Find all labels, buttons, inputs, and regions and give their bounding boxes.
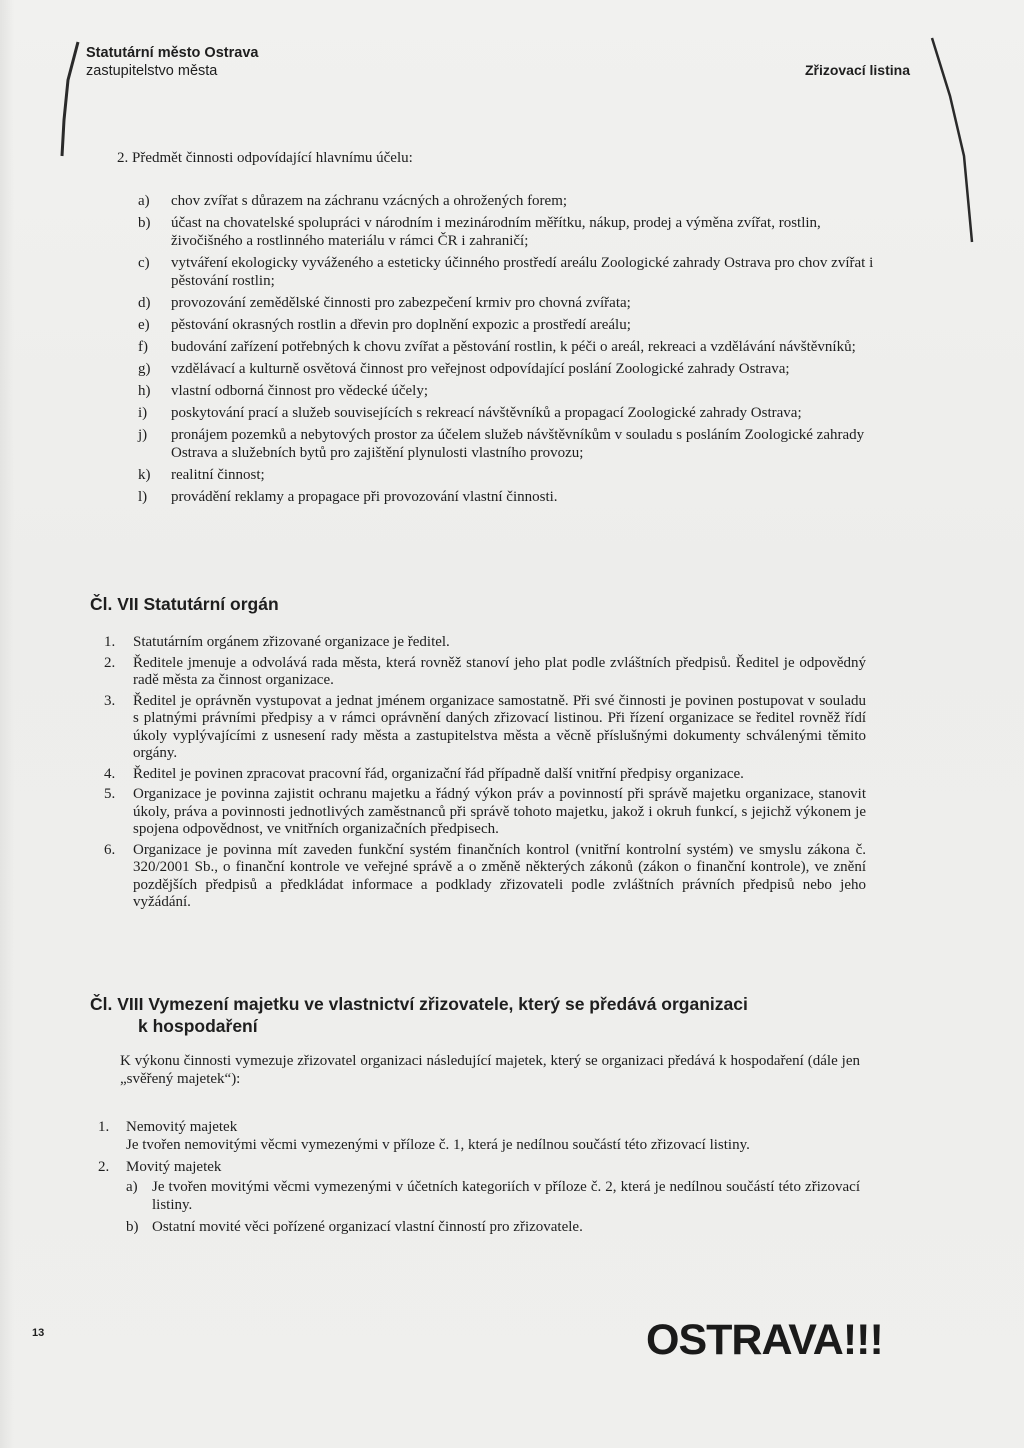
item-marker: c): [138, 255, 150, 271]
item-marker: 1.: [98, 1119, 110, 1135]
scan-edge-shadow: [0, 0, 14, 1448]
item-marker: 6.: [104, 841, 116, 858]
item-marker: 2.: [98, 1159, 110, 1175]
sub-item: [126, 1178, 860, 1214]
item-marker: b): [126, 1219, 139, 1235]
item-text: vlastní odborná činnost pro vědecké účely;: [171, 383, 429, 399]
item-text: provozování zemědělské činnosti pro zabezpečení krmiv pro chovná zvířata;: [171, 295, 631, 311]
item-marker: k): [138, 467, 151, 483]
item-text: Ředitele jmenuje a odvolává rada města, která rovněž stanoví jeho plat podle zvláštních předpisů. Ředitel je odpovědný radě města za činnost organizace.: [133, 654, 866, 688]
list-item: [138, 382, 874, 400]
organization-body: zastupitelstvo města: [86, 63, 218, 79]
item-marker: 4.: [104, 765, 116, 782]
list-item: [104, 693, 866, 763]
item-marker: 5.: [104, 786, 116, 802]
scan-mark-right: [928, 36, 978, 246]
item-marker: 1.: [104, 634, 116, 650]
section-heading-statutory-body: Čl. VII Statutární orgán: [90, 594, 279, 614]
item-text: Ostatní movité věci pořízené organizací vlastní činností pro zřizovatele.: [152, 1219, 583, 1235]
item-text: vytváření ekologicky vyváženého a esteticky účinného prostředí areálu Zoologické zahrady Ostrava pro chov zvířat i pěstování rostlin;: [171, 255, 874, 289]
subject-intro: 2. Předmět činnosti odpovídající hlavnímu účelu:: [117, 150, 413, 166]
item-text: budování zařízení potřebných k chovu zvířat a pěstování rostlin, k péči o areál, rekreaci a vzdělávání návštěvníků;: [171, 339, 856, 355]
section-heading-property: [90, 993, 748, 1037]
item-heading: Nemovitý majetek: [126, 1119, 238, 1135]
item-text: Ředitel je oprávněn vystupovat a jednat jménem organizace samostatně. Při své činnosti je povinen postupovat v souladu s platnými právními předpisy a v rámci oprávnění daných zřizovací listinou. Při řízení organizace se ředitel rovněž řídí úkoly vyplývajícími z usnesení rady města a zastupitelstva města a věcně příslušnými dokumenty schválenými těmito orgány.: [133, 692, 866, 761]
item-text: Organizace je povinna zajistit ochranu majetku a řádný výkon práv a povinností při správě majetku organizace, stanovit úkoly, práva a povinnosti jednotlivých zaměstnanců při správě tohoto majetku, jakož i okruh funkcí, s jejichž výkonem je spojena odpovědnost, ve vnitřních organizačních předpisech.: [133, 786, 866, 837]
section-heading-line: Čl. VIII Vymezení majetku ve vlastnictví zřizovatele, který se předává organizaci: [90, 994, 748, 1014]
document-type: Zřizovací listina: [804, 62, 910, 78]
item-text: Je tvořen movitými věcmi vymezenými v účetních kategoriích v příloze č. 2, která je nedílnou součástí této zřizovací listiny.: [152, 1179, 860, 1213]
list-item: [138, 360, 874, 378]
list-item: [138, 404, 874, 422]
subject-list: [138, 192, 874, 510]
item-marker: g): [138, 361, 151, 377]
list-item: [104, 766, 866, 784]
item-marker: d): [138, 295, 151, 311]
item-marker: e): [138, 317, 150, 333]
item-text: Statutárním orgánem zřizované organizace je ředitel.: [133, 634, 450, 650]
item-text: realitní činnost;: [171, 467, 265, 483]
item-marker: j): [138, 427, 148, 443]
list-item: [104, 655, 866, 690]
item-marker: b): [138, 215, 151, 231]
property-intro: K výkonu činnosti vymezuje zřizovatel organizaci následující majetek, který se organizaci předává k hospodaření (dále jen „svěřený majetek“):: [120, 1053, 860, 1087]
list-item: [138, 214, 874, 250]
list-item: [138, 294, 874, 312]
scan-mark-left: [52, 40, 88, 160]
item-marker: a): [126, 1179, 138, 1195]
sub-item: [126, 1218, 860, 1236]
list-item: [138, 192, 874, 210]
list-item: [138, 254, 874, 290]
list-item: [98, 1158, 860, 1240]
statutory-body-list: [104, 634, 866, 915]
item-text: pěstování okrasných rostlin a dřevin pro doplnění expozic a prostředí areálu;: [171, 317, 631, 333]
list-item: [104, 786, 866, 839]
list-item: [104, 842, 866, 912]
item-marker: f): [138, 339, 148, 355]
list-item: [138, 426, 874, 462]
organization-name: Statutární město Ostrava: [86, 45, 259, 61]
item-text: Je tvořen nemovitými věcmi vymezenými v příloze č. 1, která je nedílnou součástí této zřizovací listiny.: [126, 1137, 750, 1153]
list-item: [104, 634, 866, 652]
ostrava-brand-logo: OSTRAVA!!!: [646, 1316, 883, 1364]
item-text: vzdělávací a kulturně osvětová činnost pro veřejnost odpovídající poslání Zoologické zahrady Ostrava;: [171, 361, 790, 377]
item-text: Ředitel je povinen zpracovat pracovní řád, organizační řád případně další vnitřní předpisy organizace.: [133, 765, 744, 782]
item-marker: h): [138, 383, 151, 399]
item-marker: i): [138, 405, 148, 421]
item-marker: 3.: [104, 692, 116, 709]
item-marker: a): [138, 193, 150, 209]
item-text: Organizace je povinna mít zaveden funkční systém finančních kontrol (vnitřní kontrolní systém) ve smyslu zákona č. 320/2001 Sb., o finanční kontrole ve veřejné správě a o změně některých zákonů (zákon o finanční kontrole), ve znění pozdějších předpisů a předkládat informace a podklady zřizovateli podle zvláštních právních předpisů nebo jeho vyžádání.: [133, 841, 866, 910]
list-item: [138, 466, 874, 484]
list-item: [138, 488, 874, 506]
item-text: provádění reklamy a propagace při provozování vlastní činnosti.: [171, 489, 558, 505]
list-item: [138, 316, 874, 334]
section-heading-line: k hospodaření: [138, 1016, 258, 1036]
item-heading: Movitý majetek: [126, 1159, 222, 1175]
header-organization: [86, 44, 258, 80]
item-text: pronájem pozemků a nebytových prostor za účelem služeb návštěvníkům v souladu s posláním Zoologické zahrady Ostrava a služebních bytů pro zajištění plynulosti vlastního provozu;: [171, 427, 865, 461]
item-text: účast na chovatelské spolupráci v národním i mezinárodním měřítku, nákup, prodej a výměna zvířat, rostlin, živočišného a rostlinného materiálu v rámci ČR i zahraničí;: [171, 215, 821, 249]
list-item: [138, 338, 874, 356]
page-number: 13: [32, 1327, 45, 1339]
list-item: [98, 1118, 860, 1154]
item-marker: l): [138, 489, 148, 505]
item-text: poskytování prací a služeb souvisejících s rekreací návštěvníků a propagací Zoologické zahrady Ostrava;: [171, 405, 802, 421]
item-marker: 2.: [104, 654, 116, 671]
property-list: [98, 1118, 860, 1244]
item-text: chov zvířat s důrazem na záchranu vzácných a ohrožených forem;: [171, 193, 568, 209]
